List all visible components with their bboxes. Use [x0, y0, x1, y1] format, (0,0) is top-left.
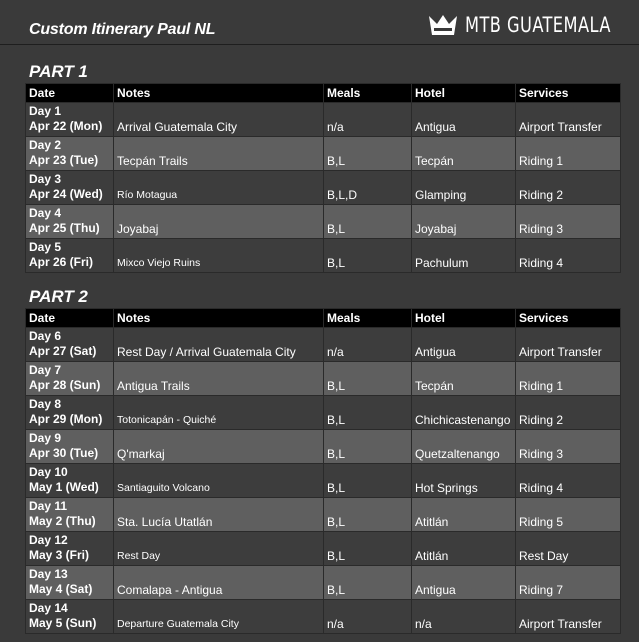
meals-cell: B,L — [324, 430, 412, 464]
table-row — [26, 396, 621, 430]
date-cell: Day 14 May 5 (Sun) — [26, 600, 114, 634]
services-cell: Airport Transfer — [516, 103, 621, 137]
table-row — [26, 464, 621, 498]
column-header-hotel: Hotel — [412, 84, 516, 103]
column-header-notes: Notes — [114, 309, 324, 328]
column-header-date: Date — [26, 84, 114, 103]
date-cell: Day 13 May 4 (Sat) — [26, 566, 114, 600]
date-cell: Day 7 Apr 28 (Sun) — [26, 362, 114, 396]
column-header-services: Services — [516, 309, 621, 328]
table-row — [26, 239, 621, 273]
logo-text: MTB GUATEMALA — [465, 13, 611, 37]
date-cell: Day 4 Apr 25 (Thu) — [26, 205, 114, 239]
notes-cell: Rest Day / Arrival Guatemala City — [114, 328, 324, 362]
date-cell: Day 5 Apr 26 (Fri) — [26, 239, 114, 273]
notes-cell: Totonicapán - Quiché — [114, 396, 324, 430]
table-row — [26, 103, 621, 137]
document-title: Custom Itinerary Paul NL — [29, 21, 216, 38]
hotel-cell: Glamping — [412, 171, 516, 205]
table-row — [26, 171, 621, 205]
hotel-cell: Tecpán — [412, 362, 516, 396]
table-row — [26, 137, 621, 171]
date-cell: Day 2 Apr 23 (Tue) — [26, 137, 114, 171]
hotel-cell: n/a — [412, 600, 516, 634]
date-cell: Day 8 Apr 29 (Mon) — [26, 396, 114, 430]
meals-cell: B,L,D — [324, 171, 412, 205]
part-1-title: PART 1 — [29, 62, 88, 81]
table-row — [26, 532, 621, 566]
meals-cell: B,L — [324, 362, 412, 396]
meals-cell: n/a — [324, 103, 412, 137]
hotel-cell: Chichicastenango — [412, 396, 516, 430]
services-cell: Riding 4 — [516, 464, 621, 498]
hotel-cell: Atitlán — [412, 532, 516, 566]
meals-cell: B,L — [324, 239, 412, 273]
services-cell: Riding 7 — [516, 566, 621, 600]
table-row — [26, 566, 621, 600]
meals-cell: B,L — [324, 464, 412, 498]
services-cell: Riding 3 — [516, 430, 621, 464]
services-cell: Airport Transfer — [516, 328, 621, 362]
notes-cell: Departure Guatemala City — [114, 600, 324, 634]
part-2-title: PART 2 — [29, 287, 88, 306]
table-row — [26, 430, 621, 464]
column-header-services: Services — [516, 84, 621, 103]
services-cell: Riding 2 — [516, 396, 621, 430]
table-header-row — [26, 309, 621, 328]
date-cell: Day 1 Apr 22 (Mon) — [26, 103, 114, 137]
column-header-meals: Meals — [324, 84, 412, 103]
meals-cell: B,L — [324, 205, 412, 239]
column-header-hotel: Hotel — [412, 309, 516, 328]
hotel-cell: Quetzaltenango — [412, 430, 516, 464]
logo — [428, 11, 635, 39]
services-cell: Airport Transfer — [516, 600, 621, 634]
notes-cell: Antigua Trails — [114, 362, 324, 396]
table-header-row — [26, 84, 621, 103]
notes-cell: Tecpán Trails — [114, 137, 324, 171]
hotel-cell: Tecpán — [412, 137, 516, 171]
meals-cell: B,L — [324, 137, 412, 171]
notes-cell: Rest Day — [114, 532, 324, 566]
services-cell: Riding 3 — [516, 205, 621, 239]
services-cell: Riding 2 — [516, 171, 621, 205]
table-row — [26, 362, 621, 396]
date-cell: Day 12 May 3 (Fri) — [26, 532, 114, 566]
date-cell: Day 6 Apr 27 (Sat) — [26, 328, 114, 362]
hotel-cell: Antigua — [412, 103, 516, 137]
services-cell: Rest Day — [516, 532, 621, 566]
header — [0, 0, 639, 45]
notes-cell: Sta. Lucía Utatlán — [114, 498, 324, 532]
hotel-cell: Antigua — [412, 566, 516, 600]
hotel-cell: Pachulum — [412, 239, 516, 273]
meals-cell: n/a — [324, 328, 412, 362]
meals-cell: B,L — [324, 396, 412, 430]
services-cell: Riding 1 — [516, 137, 621, 171]
date-cell: Day 3 Apr 24 (Wed) — [26, 171, 114, 205]
crown-icon — [428, 14, 458, 36]
services-cell: Riding 5 — [516, 498, 621, 532]
meals-cell: B,L — [324, 566, 412, 600]
hotel-cell: Antigua — [412, 328, 516, 362]
table-row — [26, 328, 621, 362]
table-row — [26, 498, 621, 532]
notes-cell: Arrival Guatemala City — [114, 103, 324, 137]
date-cell: Day 11 May 2 (Thu) — [26, 498, 114, 532]
date-cell: Day 10 May 1 (Wed) — [26, 464, 114, 498]
table-row — [26, 205, 621, 239]
notes-cell: Q'markaj — [114, 430, 324, 464]
itinerary-table-part-1 — [25, 83, 621, 273]
hotel-cell: Joyabaj — [412, 205, 516, 239]
notes-cell: Río Motagua — [114, 171, 324, 205]
notes-cell: Mixco Viejo Ruins — [114, 239, 324, 273]
hotel-cell: Atitlán — [412, 498, 516, 532]
itinerary-table-part-2 — [25, 308, 621, 634]
notes-cell: Comalapa - Antigua — [114, 566, 324, 600]
services-cell: Riding 4 — [516, 239, 621, 273]
column-header-meals: Meals — [324, 309, 412, 328]
notes-cell: Santiaguito Volcano — [114, 464, 324, 498]
meals-cell: n/a — [324, 600, 412, 634]
meals-cell: B,L — [324, 498, 412, 532]
notes-cell: Joyabaj — [114, 205, 324, 239]
column-header-date: Date — [26, 309, 114, 328]
column-header-notes: Notes — [114, 84, 324, 103]
hotel-cell: Hot Springs — [412, 464, 516, 498]
services-cell: Riding 1 — [516, 362, 621, 396]
table-row — [26, 600, 621, 634]
date-cell: Day 9 Apr 30 (Tue) — [26, 430, 114, 464]
meals-cell: B,L — [324, 532, 412, 566]
